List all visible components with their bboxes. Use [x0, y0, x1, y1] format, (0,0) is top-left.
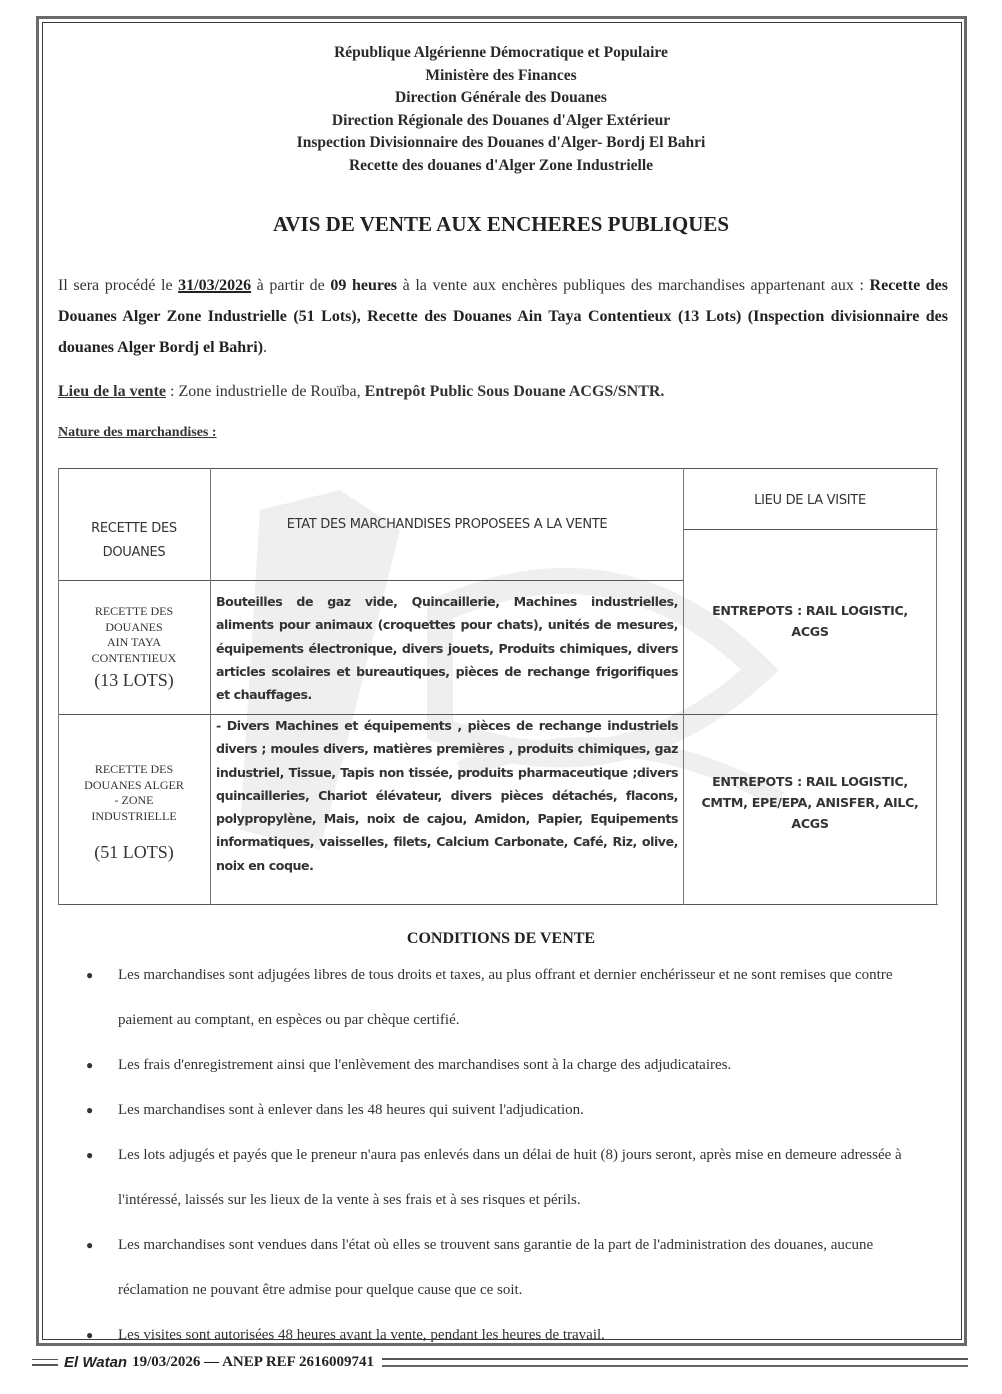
bullet-icon: ● [86, 1103, 94, 1117]
header-line: Direction Générale des Douanes [395, 89, 607, 106]
publication-reference: 19/03/2026 — ANEP REF 2616009741 [132, 1353, 375, 1370]
sale-location [58, 383, 948, 401]
separator: : [166, 383, 179, 400]
conditions-list [84, 953, 924, 1358]
newspaper-name: El Watan [64, 1353, 128, 1371]
condition-text: Les marchandises sont à enlever dans les 48 heures qui suivent l'adjudication. [118, 1102, 584, 1118]
condition-text: Les visites sont autorisées 48 heures avant la vente, pendant les heures de travail. [118, 1327, 605, 1343]
recette-line: - ZONE [114, 793, 154, 807]
recette-line: INDUSTRIELLE [91, 808, 177, 823]
visit-location: ENTREPOTS : RAIL LOGISTIC, CMTM, EPE/EPA, ANISFER, AILC, ACGS [701, 774, 919, 831]
goods-description: - Divers Machines et équipements , pièces de rechange industriels divers ; moules divers, matières premières , produits chimiques, gaz industriel, Tissue, Tapis non tissée, produits pharmaceutique ;divers quincailleries, Chariot élévateur, divers pièces détachés, flacons, polypropylène, Mais, noix de cajou, Amidon, Papier, Equipements informatiques, vaisselles, filets, Calcium Carbonate, Café, Riz, olive, noix en coque. [216, 718, 678, 873]
sale-location-warehouse: Entrepôt Public Sous Douane ACGS/SNTR. [364, 383, 665, 400]
bullet-icon: ● [86, 1238, 94, 1252]
header-line: Ministère des Finances [425, 66, 577, 84]
header-line: République Algérienne Démocratique et Populaire [334, 44, 668, 61]
column-header-etat: ETAT DES MARCHANDISES PROPOSEES A LA VENTE [286, 516, 608, 532]
condition-text: Les frais d'enregistrement ainsi que l'enlèvement des marchandises sont à la charge des adjudicataires. [118, 1057, 732, 1073]
sale-location-label: Lieu de la vente [58, 383, 166, 400]
bullet-icon: ● [86, 1058, 94, 1072]
sale-location-place: Zone industrielle de Rouïba, [178, 383, 365, 400]
notice-title: AVIS DE VENTE AUX ENCHERES PUBLIQUES [272, 212, 730, 236]
bullet-icon: ● [86, 1328, 94, 1342]
goods-description: Bouteilles de gaz vide, Quincaillerie, Machines industrielles, aliments pour animaux (croquettes pour chats), unités de mesures, équipements électronique, divers jouets, Produits chimiques, divers articles scolaires et bureautiques, pièces de rechange frigorifiques et chauffages. [216, 594, 678, 703]
publication-footer [32, 1352, 968, 1372]
row-recette-alger-zone-industrielle [58, 748, 210, 878]
recette-line: RECETTE DES [94, 762, 174, 776]
table-rule [683, 468, 684, 905]
recette-line: CONTENTIEUX [91, 650, 177, 665]
goods-table [58, 468, 938, 905]
condition-item [84, 1223, 924, 1313]
sale-date: 31/03/2026 [178, 277, 252, 294]
header-line: Inspection Divisionnaire des Douanes d'Alger- Bordj El Bahri [296, 134, 706, 151]
goods-nature-label: Nature des marchandises : [58, 425, 217, 440]
visit-location: ENTREPOTS : RAIL LOGISTIC, ACGS [712, 603, 908, 639]
lot-count: (13 LOTS) [94, 670, 174, 690]
goods-owners: Recette des Douanes Alger Zone Industrielle (51 Lots), Recette des Douanes Ain Taya Contentieux (13 Lots) (Inspection divisionnaire des douanes Alger Bordj el Bahri) [58, 277, 949, 356]
recette-line: RECETTE DES [94, 604, 174, 618]
issuing-authority-header [0, 42, 1002, 177]
condition-text: Les lots adjugés et payés que le preneur n'aura pas enlevés dans un délai de huit (8) jours seront, après mise en demeure adressée à l'intéressé, laissés sur les lieux de la vente à ses frais et à ses risques et périls. [118, 1147, 902, 1208]
recette-line: DOUANES ALGER [84, 777, 184, 792]
condition-text: Les marchandises sont adjugées libres de tous droits et taxes, au plus offrant et dernier enchérisseur et ne sont remises que contre paiement au comptant, en espèces ou par chèque certifié. [118, 967, 893, 1028]
row-recette-ain-taya [58, 584, 210, 712]
intro-paragraph [58, 270, 948, 363]
lot-count: (51 LOTS) [94, 842, 174, 862]
condition-item [84, 1043, 924, 1088]
header-line: Direction Régionale des Douanes d'Alger Extérieur [331, 111, 671, 129]
intro-text: à la vente aux enchères publiques des marchandises appartenant aux : [397, 277, 870, 294]
bullet-icon: ● [86, 968, 94, 982]
conditions-title: CONDITIONS DE VENTE [406, 930, 596, 947]
header-line: Recette des douanes d'Alger Zone Industrielle [348, 156, 654, 174]
intro-text: . [263, 339, 268, 356]
column-header-recette: RECETTE DES DOUANES [91, 521, 177, 560]
recette-line: AIN TAYA [106, 635, 162, 649]
column-header-lieu: LIEU DE LA VISITE [754, 492, 866, 508]
condition-text: Les marchandises sont vendues dans l'état où elles se trouvent sans garantie de la part de l'administration des douanes, aucune réclamation ne pouvant être admise pour quelque cause que ce soit. [118, 1237, 874, 1298]
sale-time: 09 heures [330, 277, 398, 294]
bullet-icon: ● [86, 1148, 94, 1162]
footer-rule [382, 1358, 968, 1367]
intro-text: Il sera procédé le [58, 277, 179, 294]
footer-rule [32, 1359, 58, 1366]
condition-item [84, 1133, 924, 1223]
table-rule [58, 904, 938, 905]
condition-item [84, 953, 924, 1043]
condition-item [84, 1088, 924, 1133]
intro-text: à partir de [251, 277, 331, 294]
recette-line: DOUANES [105, 619, 163, 634]
table-rule [936, 468, 937, 905]
